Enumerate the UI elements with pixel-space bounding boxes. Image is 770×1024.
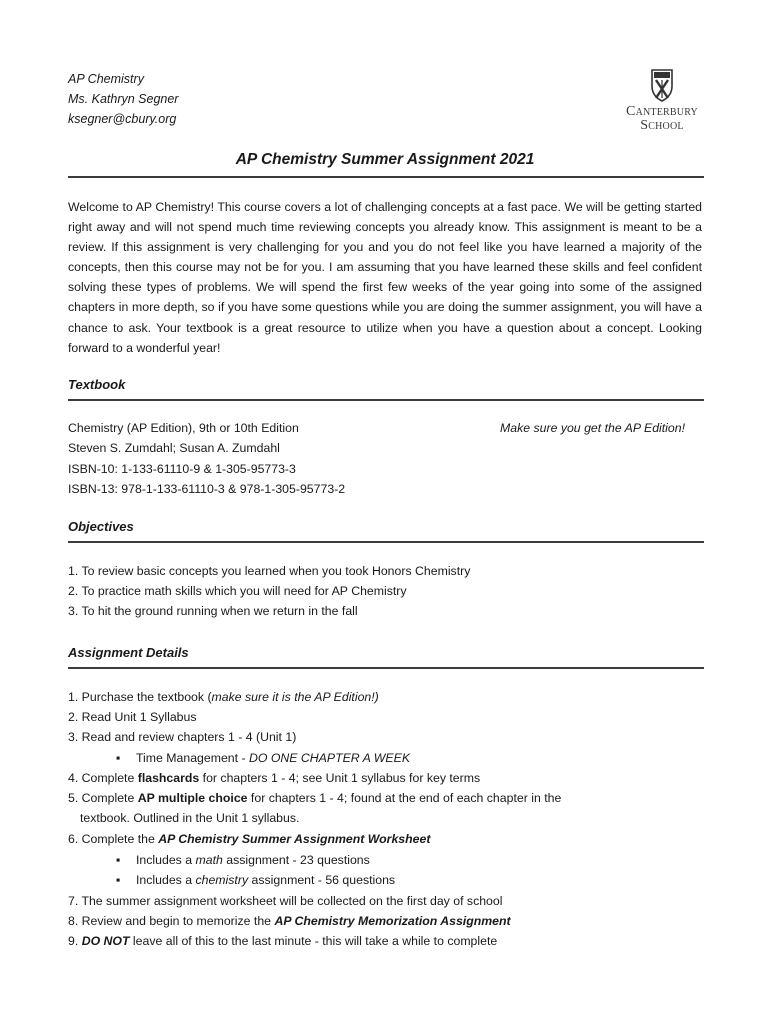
- teacher-email[interactable]: ksegner@cbury.org: [68, 112, 177, 126]
- document-title: AP Chemistry Summer Assignment 2021: [235, 151, 535, 168]
- assignment-item-8: 8. Review and begin to memorize the AP Chemistry Memorization Assignment: [68, 914, 511, 928]
- logo-line-1: Canterbury: [626, 104, 698, 119]
- assignment-item-3: 3. Read and review chapters 1 - 4 (Unit 1): [68, 730, 297, 744]
- textbook-heading: Textbook: [68, 377, 126, 392]
- intro-paragraph: Welcome to AP Chemistry! This course covers a lot of challenging concepts at a fast pace. We will be getting started right away and will not spend much time reviewing concepts you already know. This assignment is meant to be a review. If this assignment is very challenging for you and you do not feel like you have learned a majority of the concepts, then this course may not be for you. I am assuming that you have learned these skills and feel confident solving these types of problems. We will spend the first few weeks of the year going into some of the assigned chapters in more depth, so if you have some questions while you are doing the summer assignment, you will have a chance to ask. Your textbook is a great resource to utilize when you have a question about a concept. Looking forward to a wonderful year!: [68, 200, 702, 355]
- assignment-item-6: 6. Complete the AP Chemistry Summer Assignment Worksheet: [68, 832, 431, 846]
- textbook-rule: [68, 399, 704, 401]
- assignment-item-4: 4. Complete flashcards for chapters 1 - 4; see Unit 1 syllabus for key terms: [68, 771, 481, 785]
- assignment-subitem: Includes a math assignment - 23 questions: [136, 853, 370, 867]
- assignment-item-5-continued: textbook. Outlined in the Unit 1 syllabus.: [80, 811, 300, 825]
- textbook-line: Chemistry (AP Edition), 9th or 10th Edition: [68, 421, 299, 435]
- school-logo: [612, 68, 712, 134]
- objective-item: 3. To hit the ground running when we return in the fall: [68, 604, 358, 618]
- logo-line-2: School: [640, 118, 684, 133]
- objectives-heading: Objectives: [68, 519, 134, 534]
- textbook-line: Steven S. Zumdahl; Susan A. Zumdahl: [68, 441, 280, 455]
- textbook-note: Make sure you get the AP Edition!: [500, 421, 686, 435]
- bullet-icon: ▪: [116, 751, 121, 765]
- assignment-item-9: 9. DO NOT leave all of this to the last minute - this will take a while to complete: [68, 934, 498, 948]
- assignment-item-2: 2. Read Unit 1 Syllabus: [68, 710, 197, 724]
- assignment-heading: Assignment Details: [68, 645, 189, 660]
- title-rule: [68, 176, 704, 178]
- course-name: AP Chemistry: [68, 72, 144, 86]
- bullet-icon: ▪: [116, 873, 121, 887]
- assignment-subitem: Includes a chemistry assignment - 56 questions: [136, 873, 396, 887]
- objectives-rule: [68, 541, 704, 543]
- objective-item: 1. To review basic concepts you learned when you took Honors Chemistry: [68, 564, 471, 578]
- assignment-item-5: 5. Complete AP multiple choice for chapters 1 - 4; found at the end of each chapter in the: [68, 791, 562, 805]
- teacher-name: Ms. Kathryn Segner: [68, 92, 179, 106]
- bullet-icon: ▪: [116, 853, 121, 867]
- assignment-subitem: Time Management - DO ONE CHAPTER A WEEK: [136, 751, 411, 765]
- school-crest-icon: [612, 68, 712, 104]
- assignment-rule: [68, 667, 704, 669]
- assignment-item-7: 7. The summer assignment worksheet will be collected on the first day of school: [68, 894, 503, 908]
- assignment-item-1: 1. Purchase the textbook (make sure it is the AP Edition!): [68, 690, 379, 704]
- objective-item: 2. To practice math skills which you will need for AP Chemistry: [68, 584, 407, 598]
- textbook-line: ISBN-10: 1-133-61110-9 & 1-305-95773-3: [68, 462, 296, 476]
- textbook-line: ISBN-13: 978-1-133-61110-3 & 978-1-305-95773-2: [68, 482, 346, 496]
